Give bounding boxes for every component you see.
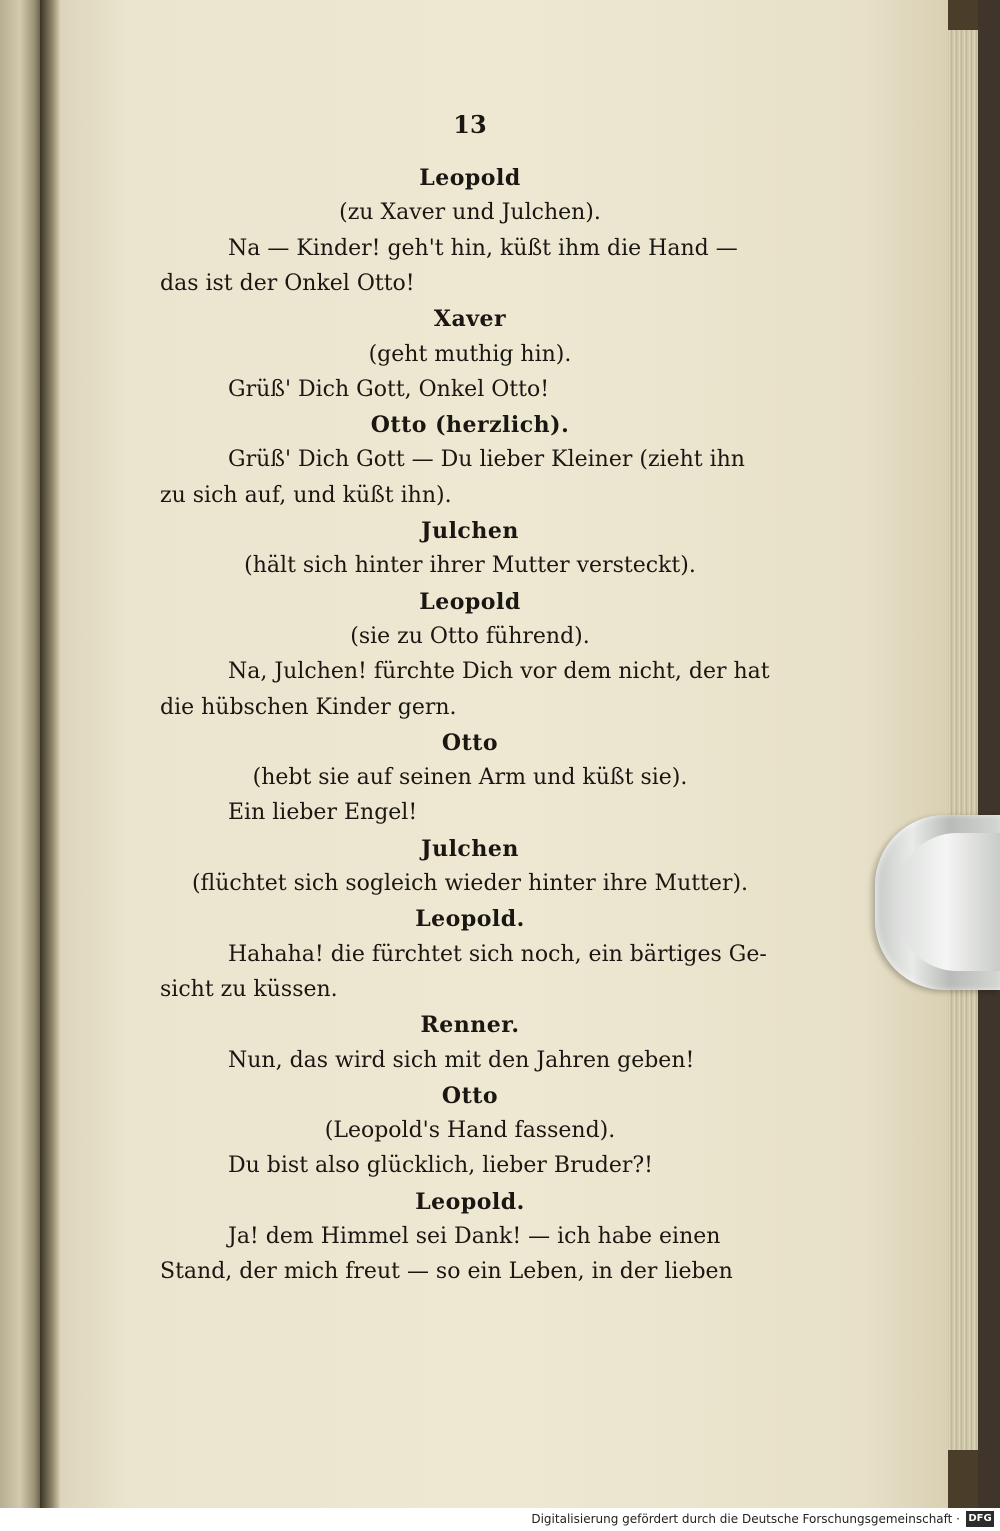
digitization-credit: Digitalisierung gefördert durch die Deutsche Forschungsgemeinschaft · (531, 1512, 960, 1526)
text-line: Du bist also glücklich, lieber Bruder?! (228, 1153, 654, 1178)
text-line: Renner. (420, 1012, 520, 1038)
text-line: Ja! dem Himmel sei Dank! — ich habe einen (228, 1224, 721, 1249)
text-line: zu sich auf, und küßt ihn). (160, 483, 452, 508)
footer-bar (0, 1508, 1000, 1531)
text-line: Otto (herzlich). (370, 412, 570, 438)
text-line: Leopold. (415, 1189, 525, 1215)
text-line: Stand, der mich freut — so ein Leben, in der lieben (160, 1259, 733, 1284)
text-line: Grüß' Dich Gott, Onkel Otto! (228, 377, 550, 402)
text-line: Grüß' Dich Gott — Du lieber Kleiner (zieht ihn (228, 447, 745, 472)
text-line: Julchen (421, 836, 519, 862)
text-line: (hebt sie auf seinen Arm und küßt sie). (252, 765, 688, 790)
text-line: (sie zu Otto führend). (350, 624, 590, 649)
page-text (160, 0, 780, 1508)
text-line: das ist der Onkel Otto! (160, 271, 415, 296)
text-line: Leopold. (415, 906, 525, 932)
text-line: Leopold (419, 165, 521, 191)
book-gutter (40, 0, 60, 1508)
scan-border-right (978, 0, 1000, 1508)
text-line: (flüchtet sich sogleich wieder hinter ihre Mutter). (191, 871, 749, 896)
text-line: (geht muthig hin). (368, 342, 572, 367)
page-edges (948, 30, 978, 1450)
text-line: (Leopold's Hand fassend). (324, 1118, 616, 1143)
text-line: Ein lieber Engel! (228, 800, 418, 825)
text-line: Otto (441, 1083, 499, 1109)
text-line: Julchen (421, 518, 519, 544)
text-line: sicht zu küssen. (160, 977, 338, 1002)
text-line: Nun, das wird sich mit den Jahren geben! (228, 1048, 695, 1073)
text-line: (zu Xaver und Julchen). (339, 200, 601, 225)
left-page-edge (0, 0, 40, 1508)
text-line: Otto (441, 730, 499, 756)
text-line: Hahaha! die fürchtet sich noch, ein bärtiges Ge- (228, 942, 767, 967)
text-line: (hält sich hinter ihrer Mutter versteckt). (244, 553, 696, 578)
text-line: Na — Kinder! geh't hin, küßt ihm die Hand — (228, 236, 738, 261)
text-line: Xaver (433, 306, 507, 332)
dfg-logo: DFG (966, 1511, 994, 1527)
text-line: die hübschen Kinder gern. (160, 695, 457, 720)
page-number: 13 (453, 110, 487, 139)
text-line: Na, Julchen! fürchte Dich vor dem nicht, der hat (228, 659, 770, 684)
page-clip (875, 815, 1000, 990)
page-clip-highlight (897, 833, 1000, 971)
text-line: Leopold (419, 589, 521, 615)
